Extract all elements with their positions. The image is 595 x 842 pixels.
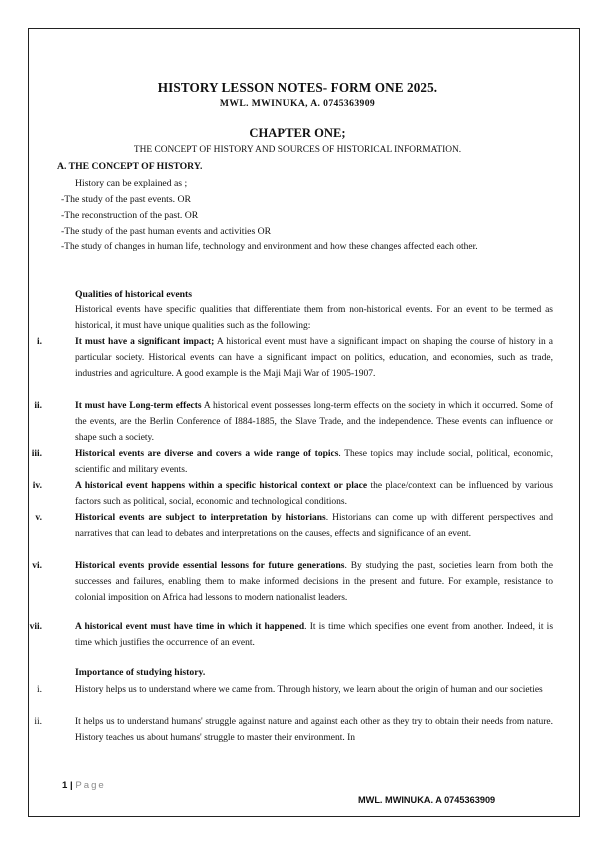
definition-item: -The study of the past human events and activities OR bbox=[61, 226, 272, 237]
page-number-footer bbox=[62, 780, 106, 791]
quality-item bbox=[75, 510, 553, 542]
quality-item bbox=[75, 619, 553, 651]
quality-item bbox=[75, 398, 553, 446]
quality-item bbox=[75, 478, 553, 510]
quality-title: It must have a significant impact; bbox=[75, 337, 215, 347]
list-number: iii. bbox=[31, 449, 42, 459]
page-number: 1 bbox=[62, 780, 68, 791]
list-number: ii. bbox=[34, 401, 42, 411]
quality-title: It must have Long-term effects bbox=[75, 401, 202, 411]
list-number: i. bbox=[36, 685, 42, 695]
list-number: vi. bbox=[32, 561, 42, 571]
chapter-subheading: THE CONCEPT OF HISTORY AND SOURCES OF HISTORICAL INFORMATION. bbox=[133, 145, 462, 155]
quality-item bbox=[75, 334, 553, 382]
quality-item bbox=[75, 558, 553, 606]
quality-title: Historical events are subject to interpretation by historians bbox=[75, 513, 326, 523]
page-word: Page bbox=[75, 780, 106, 791]
quality-text: A historical event must have a significant impact on shaping the course of history in a particular society. Historical events can have a significant impact on politics, education, and economies, such as trade, industries and agriculture. A good example is the Maji Maji War of 1905-1907. bbox=[75, 337, 553, 380]
quality-text: . These topics may include social, political, economic, scientific and military events. bbox=[75, 449, 553, 476]
importance-item: History helps us to understand where we came from. Through history, we learn about the origin of human and our societies bbox=[75, 685, 543, 695]
section-a-heading: A. THE CONCEPT OF HISTORY. bbox=[57, 161, 203, 172]
document-title: HISTORY LESSON NOTES- FORM ONE 2025. bbox=[157, 80, 438, 95]
quality-text: A historical event possesses long-term effects on the society in which it occurred. Some of the events, are the Berlin Conference of I884-1885, the Slave Trade, and the independence. These events can influence or shape such a society. bbox=[75, 401, 553, 444]
chapter-heading: CHAPTER ONE; bbox=[249, 126, 346, 140]
quality-title: A historical event happens within a specific historical context or place bbox=[75, 481, 368, 491]
quality-title: A historical event must have time in which it happened bbox=[75, 622, 305, 632]
qualities-intro: Historical events have specific qualities that differentiate them from non-historical events. For an event to be termed as historical, it must have unique qualities such as the following: bbox=[75, 305, 553, 332]
quality-text: . It is time which specifies one event from another. Indeed, it is time which justifies the occurrence of an event. bbox=[75, 622, 554, 649]
list-number: vii. bbox=[29, 622, 42, 632]
author-line: MWL. MWINUKA, A. 0745363909 bbox=[219, 98, 376, 109]
quality-item bbox=[75, 446, 553, 478]
qualities-heading: Qualities of historical events bbox=[75, 289, 193, 300]
quality-title: Historical events provide essential lessons for future generations bbox=[75, 561, 345, 571]
definition-item: -The reconstruction of the past. OR bbox=[61, 210, 199, 221]
quality-text: . By studying the past, societies learn from both the successes and failures, enabling them to make informed decisions in the present and future. For example, resistance to colonial imposition on Africa had lessons to modern nationalist leaders. bbox=[75, 561, 553, 604]
quality-title: Historical events are diverse and covers a wide range of topics bbox=[75, 449, 339, 459]
quality-text: . Historians can come up with different perspectives and narratives that can lead to debates and interpretations on the causes, effects and significance of an event. bbox=[75, 513, 553, 540]
list-number: ii. bbox=[34, 717, 42, 727]
definition-item: -The study of the past events. OR bbox=[61, 194, 191, 205]
quality-text: the place/context can be influenced by various factors such as political, social, economic and technological conditions. bbox=[75, 481, 553, 508]
list-number: i. bbox=[36, 337, 42, 347]
footer-author: MWL. MWINUKA. A 0745363909 bbox=[358, 795, 496, 805]
section-a-intro: History can be explained as ; bbox=[75, 178, 188, 189]
list-number: iv. bbox=[32, 481, 42, 491]
page-separator: | bbox=[67, 780, 76, 791]
importance-item: It helps us to understand humans' struggle against nature and against each other as they try to obtain their needs from nature. History teaches us about humans' struggle to master their environment. In bbox=[75, 717, 553, 744]
definition-item: -The study of changes in human life, technology and environment and how these changes affected each other. bbox=[61, 242, 478, 252]
importance-heading: Importance of studying history. bbox=[75, 667, 206, 678]
list-number: v. bbox=[35, 513, 42, 523]
